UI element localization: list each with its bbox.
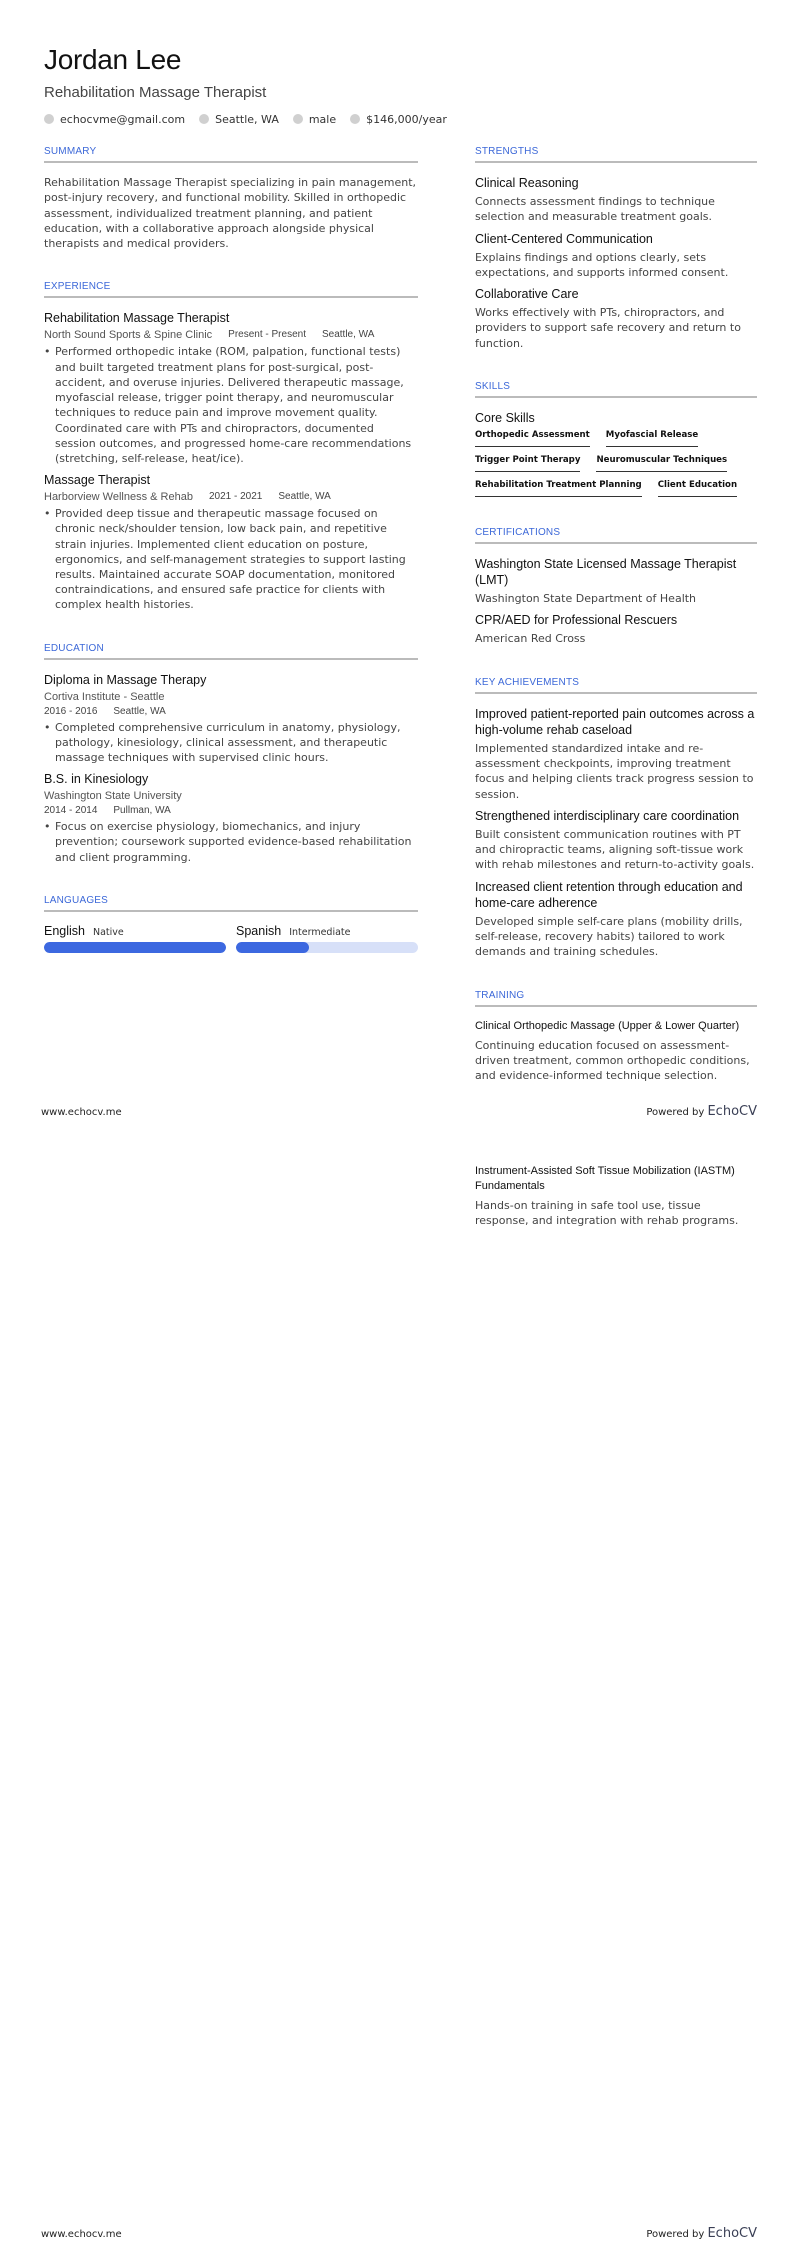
dates: Present - Present [228,329,306,341]
education-item [44,771,418,865]
summary-text: Rehabilitation Massage Therapist specializing in pain management, post-injury recovery, and functional mobility. Skilled in orthopedic assessment, individualized treatment planning, and patient education, with a collaborative approach alongside physical therapists and medical providers. [44,176,417,251]
training-text: Hands-on training in safe tool use, tissue response, and integration with rehab programs. [475,1199,739,1228]
echocv-logo[interactable]: EchoCV [707,1104,757,1119]
left-column [44,146,418,983]
candidate-title: Rehabilitation Massage Therapist [44,84,267,101]
resume-header [44,44,447,126]
skill-group-title: Core Skills [475,411,535,426]
achievement-text: Implemented standardized intake and re-assessment checkpoints, improving treatment focus and helping clients track progress session to session. [475,741,754,801]
section-heading: SKILLS [475,381,757,398]
bullet: • Focus on exercise physiology, biomechanics, and injury prevention; coursework supported evidence-based rehabilitation and client programming. [44,819,418,865]
skill-tag: Rehabilitation Treatment Planning [475,480,642,497]
bullet: • Completed comprehensive curriculum in anatomy, physiology, pathology, kinesiology, clinical assessment, and therapeutic massage techniques with supervised clinic hours. [44,720,418,766]
education-item [44,672,418,766]
certification-issuer: American Red Cross [475,632,586,646]
footer-powered: Powered by EchoCV [646,1104,757,1119]
contact-location [199,113,279,126]
person-icon [293,114,303,124]
strength-title: Collaborative Care [475,287,579,302]
section-heading: STRENGTHS [475,146,757,163]
achievement-title: Increased client retention through education and home-care adherence [475,879,743,910]
summary-section [44,146,418,251]
at-icon [44,114,54,124]
salary-text: $146,000/year [366,113,447,126]
strength-text: Explains findings and options clearly, sets expectations, and supports informed consent. [475,250,729,279]
location-pin-icon [199,114,209,124]
section-heading: KEY ACHIEVEMENTS [475,677,757,694]
languages-section [44,895,418,953]
location: Seattle, WA [321,329,375,341]
language-level: Native [93,926,124,938]
gender-text: male [308,113,337,126]
location: Pullman, WA [113,805,171,817]
strength-text: Connects assessment findings to technique selection and measurable treatment goals. [475,195,715,224]
section-heading: EDUCATION [44,643,418,660]
dollar-icon [350,114,360,124]
bullet: • Performed orthopedic intake (ROM, palpation, functional tests) and built targeted treatment plans for post-surgical, post-accident, and overuse injuries. Delivered therapeutic massage, myofascial release, trigger point therapy, and neuromuscular techniques to reduce pain and improve movement quality. Coordinated care with PTs and chiropractors, documented session outcomes, and progressed home-care recommendations (stretching, self-release, heat/ice). [44,344,418,466]
language-item [236,924,418,953]
page-footer [41,2226,757,2241]
degree: B.S. in Kinesiology [44,772,149,787]
experience-item [44,310,418,466]
bullet: • Provided deep tissue and therapeutic massage focused on chronic neck/shoulder tension, low back pain, and repetitive strain injuries. Implemented client education on posture, ergonomics, and self-management strategies to support lasting results. Maintained accurate SOAP documentation, monitored contraindications, and ensured safe practice for clients with complex health histories. [44,506,418,612]
skill-tag: Myofascial Release [606,430,698,447]
achievement-text: Built consistent communication routines with PT and chiropractic teams, aligning soft-tissue work with rehab milestones and return-to-activity goals. [475,827,755,872]
training-section [475,990,757,1084]
section-heading: LANGUAGES [44,895,418,912]
language-progress-bar [44,942,226,953]
contact-gender [293,113,336,126]
location: Seattle, WA [113,705,166,717]
training-title: Clinical Orthopedic Massage (Upper & Lower Quarter) [475,1019,740,1032]
section-heading: EXPERIENCE [44,281,418,298]
achievements-section [475,677,757,960]
training-text: Continuing education focused on assessment-driven treatment, common orthopedic conditions, and evidence-informed technique selection. [475,1038,750,1083]
dates: 2021 - 2021 [208,491,263,503]
skill-tag: Trigger Point Therapy [475,455,580,472]
section-heading: TRAINING [475,990,757,1007]
language-item [44,924,226,953]
location: Seattle, WA [278,491,331,503]
certification-issuer: Washington State Department of Health [475,592,697,606]
email-text: echocvme@gmail.com [60,113,186,126]
section-heading: SUMMARY [44,146,418,163]
language-progress-bar [236,942,418,953]
echocv-logo[interactable]: EchoCV [707,2226,757,2241]
skill-tag: Client Education [658,480,737,497]
school: Washington State University [44,790,182,803]
candidate-name: Jordan Lee [44,44,182,75]
dates: 2016 - 2016 [44,705,98,717]
experience-section [44,281,418,612]
footer-site-link[interactable]: www.echocv.me [41,1107,122,1118]
job-role: Rehabilitation Massage Therapist [44,311,230,326]
experience-item [44,472,418,612]
language-name: English [44,923,85,938]
skills-section [475,381,757,497]
certifications-section [475,527,757,647]
strength-title: Client-Centered Communication [475,231,653,246]
skill-tag: Neuromuscular Techniques [596,455,727,472]
contact-email[interactable] [44,113,185,126]
achievement-title: Improved patient-reported pain outcomes across a high-volume rehab caseload [475,706,755,737]
language-progress-fill [236,942,309,953]
education-section [44,643,418,865]
skill-tag: Orthopedic Assessment [475,430,590,447]
location-text: Seattle, WA [215,113,279,126]
achievement-text: Developed simple self-care plans (mobility drills, self-release, recovery habits) tailored to work demands and training schedules. [475,914,743,959]
training-title: Instrument-Assisted Soft Tissue Mobilization (IASTM) Fundamentals [475,1165,735,1192]
page-footer [41,1104,757,1119]
contact-salary [350,113,447,126]
degree: Diploma in Massage Therapy [44,672,207,687]
company: Harborview Wellness & Rehab [44,491,193,504]
right-column [475,146,757,1114]
section-heading: CERTIFICATIONS [475,527,757,544]
language-name: Spanish [236,923,282,938]
language-level: Intermediate [289,926,351,938]
achievement-title: Strengthened interdisciplinary care coordination [475,808,740,823]
training-continued [475,1164,757,1235]
strength-title: Clinical Reasoning [475,176,579,190]
footer-site-link[interactable]: www.echocv.me [41,2229,122,2240]
certification-name: CPR/AED for Professional Rescuers [475,613,678,628]
strengths-section [475,146,757,351]
strength-text: Works effectively with PTs, chiropractors, and providers to support safe recovery and return to function. [475,306,741,350]
school: Cortiva Institute - Seattle [44,690,165,703]
certification-name: Washington State Licensed Massage Therapist (LMT) [475,557,737,588]
language-progress-fill [44,942,226,953]
contact-info [44,113,447,126]
company: North Sound Sports & Spine Clinic [44,329,213,342]
dates: 2014 - 2014 [44,805,98,817]
job-role: Massage Therapist [44,473,151,488]
footer-powered: Powered by EchoCV [646,2226,757,2241]
